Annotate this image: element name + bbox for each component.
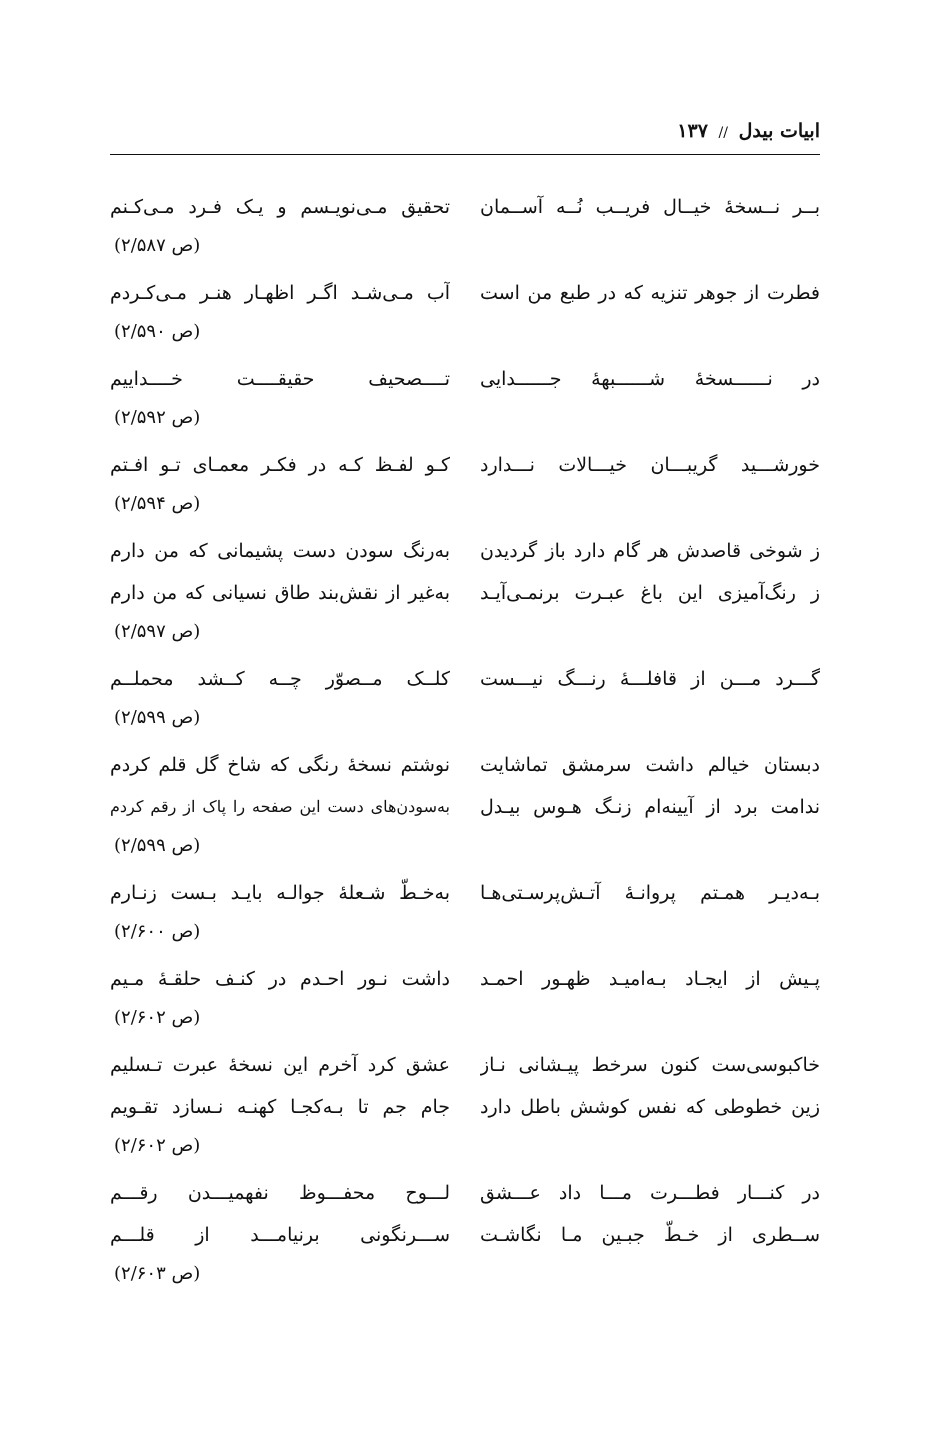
- verse-line: [110, 530, 820, 572]
- verse-line: [110, 744, 820, 786]
- verse-line: [110, 872, 820, 914]
- first-hemistich: ز شوخی قاصدش هر گام دارد باز گردیدن: [480, 540, 820, 562]
- verse-line: [110, 272, 820, 314]
- second-hemistich: لـــوح محفـــوظ نفهمیـــدن رقـــم: [110, 1182, 450, 1204]
- reference-text: (ص ۲/۶۰۲): [114, 1007, 201, 1028]
- verse-block: [110, 530, 820, 658]
- first-hemistich: فطرت از جوهر تنزیه که در طبع من است: [480, 282, 820, 304]
- running-header: [110, 120, 820, 156]
- header-separator: //: [718, 125, 728, 141]
- verse-line: [110, 786, 820, 828]
- second-hemistich: جام جم تا بـه‌کجـا کهنـه نـسازد تقـویم: [110, 1096, 450, 1118]
- source-reference: [110, 1256, 820, 1300]
- verse-line: [110, 958, 820, 1000]
- verse-block: [110, 872, 820, 958]
- reference-text: (ص ۲/۵۹۰): [114, 321, 201, 342]
- source-reference: [110, 614, 820, 658]
- first-hemistich: دبستان خیالم داشت سرمشق تماشایت: [480, 754, 820, 776]
- reference-text: (ص ۲/۵۹۹): [114, 835, 201, 856]
- verse-line: [110, 658, 820, 700]
- source-reference: [110, 914, 820, 958]
- second-hemistich: ســـرنگونی برنیامـــد از قلـــم: [110, 1224, 450, 1246]
- verse-block: [110, 358, 820, 444]
- reference-text: (ص ۲/۵۹۹): [114, 707, 201, 728]
- verse-line: [110, 1044, 820, 1086]
- verse-line: [110, 572, 820, 614]
- verse-block: [110, 744, 820, 872]
- verse-line: [110, 358, 820, 400]
- verse-block: [110, 272, 820, 358]
- verse-block: [110, 186, 820, 272]
- second-hemistich: داشت نـور احـدم در کنـف حلقـۀ مـیم: [110, 968, 450, 990]
- source-reference: [110, 314, 820, 358]
- reference-text: (ص ۲/۵۸۷): [114, 235, 201, 256]
- first-hemistich: خورشـــید گریبـــان خیـــالات نـــدارد: [480, 454, 820, 476]
- first-hemistich: ســطری از خـطّ جبـین مـا نگاشـت: [480, 1224, 820, 1246]
- first-hemistich: خاکبوسی‌ست کنون سرخط پیـشانی نـاز: [480, 1054, 820, 1076]
- source-reference: [110, 828, 820, 872]
- second-hemistich: تحقیق مـی‌نویـسم و یـک فـرد مـی‌کـنم: [110, 196, 450, 218]
- source-reference: [110, 228, 820, 272]
- verse-line: [110, 1086, 820, 1128]
- header-rule: [110, 154, 820, 155]
- source-reference: [110, 486, 820, 530]
- second-hemistich: تــــصحیف حقیقــــت خــــداییم: [110, 368, 450, 390]
- verse-block: [110, 1172, 820, 1300]
- reference-text: (ص ۲/۶۰۰): [114, 921, 201, 942]
- second-hemistich: نوشتم نسخۀ رنگی که شاخ گل قلم کردم: [110, 754, 450, 776]
- first-hemistich: در نــــــسخۀ شــــــبهۀ جــــــدایی: [480, 368, 820, 390]
- second-hemistich: آب مـی‌شـد اگـر اظهـار هنـر مـی‌کـردم: [110, 282, 450, 304]
- second-hemistich: کـو لفـظ کـه در فکـر معمـای تـو افـتم: [110, 454, 450, 476]
- verse-line: [110, 444, 820, 486]
- source-reference: [110, 700, 820, 744]
- first-hemistich: زین خطوطی که نفس کوشش باطل دارد: [480, 1096, 820, 1118]
- reference-text: (ص ۲/۶۰۲): [114, 1135, 201, 1156]
- first-hemistich: ندامت برد از آیینه‌ام زنـگ هـوس بیـدل: [480, 796, 820, 818]
- first-hemistich: ز رنگ‌آمیزی این باغ عبـرت برنمـی‌آیـد: [480, 582, 820, 604]
- first-hemistich: در کنـــار فطـــرت مـــا داد عـــشق: [480, 1182, 820, 1204]
- first-hemistich: گـــرد مـــن از قافلـــۀ رنـــگ نیـــست: [480, 668, 820, 690]
- verse-list: [110, 186, 820, 1300]
- first-hemistich: بـه‌دیـر همـتم پروانـۀ آتـش‌پرسـتی‌هـا: [480, 882, 820, 904]
- verse-line: [110, 1214, 820, 1256]
- page-number: ۱۳۷: [677, 120, 708, 142]
- second-hemistich: کلــک مــصوّر چــه کــشد محملــم: [110, 668, 450, 690]
- book-title: ابیات بیدل: [738, 120, 820, 142]
- second-hemistich: به‌سودن‌های دست این صفحه را پاک از رقم کردم: [110, 797, 450, 816]
- reference-text: (ص ۲/۶۰۳): [114, 1263, 201, 1284]
- verse-block: [110, 1044, 820, 1172]
- verse-line: [110, 186, 820, 228]
- reference-text: (ص ۲/۵۹۴): [114, 493, 201, 514]
- verse-block: [110, 658, 820, 744]
- source-reference: [110, 400, 820, 444]
- first-hemistich: پـیش از ایجـاد بـه‌امیـد ظهـور احمـد: [480, 968, 820, 990]
- reference-text: (ص ۲/۵۹۷): [114, 621, 201, 642]
- first-hemistich: بــر نــسخۀ خیــال فریــب نُــه آســمان: [480, 196, 820, 218]
- source-reference: [110, 1128, 820, 1172]
- source-reference: [110, 1000, 820, 1044]
- second-hemistich: به‌رنگ سودن دست پشیمانی که من دارم: [110, 540, 450, 562]
- verse-block: [110, 444, 820, 530]
- verse-block: [110, 958, 820, 1044]
- verse-line: [110, 1172, 820, 1214]
- second-hemistich: به‌خـطّ شـعلۀ جوالـه بایـد بـست زنـارم: [110, 882, 450, 904]
- second-hemistich: به‌غیر از نقش‌بند طاق نسیانی که من دارم: [110, 582, 450, 604]
- second-hemistich: عشق کرد آخرم این نسخۀ عبرت تـسلیم: [110, 1054, 450, 1076]
- reference-text: (ص ۲/۵۹۲): [114, 407, 201, 428]
